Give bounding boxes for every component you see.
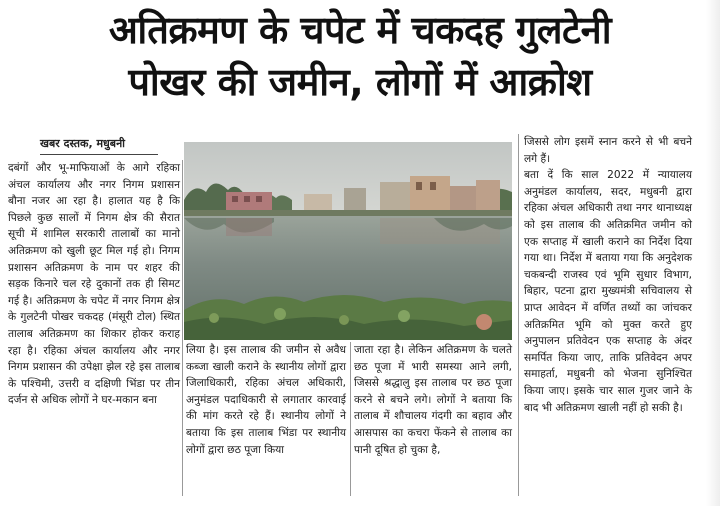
column-1 (8, 160, 180, 409)
headline-line-1: अतिक्रमण के चपेट में चकदह गुलटेनी (108, 8, 612, 52)
column-2 (186, 342, 346, 458)
column-3-text: जाता रहा है। लेकिन अतिक्रमण के चलते छठ पूजा में भारी समस्या आने लगी, जिससे श्रद्धालु इस तालाब पर छठ पूजा करने से बचने लगे। लोगों ने बताया कि तालाब में शौचालय गंदगी का बहाव और आसपास का कचरा फेंकने से तालाब का पानी दूषित हो चुका है, (354, 344, 512, 456)
column-2-text: लिया है। इस तालाब की जमीन से अवैध कब्जा खाली कराने के स्थानीय लोगों द्वारा जिलाधिकारी, रहिका अंचल अधिकारी, अनुमंडल पदाधिकारी से लगातार कारवाई की मांग करते रहे हैं। स्थानीय लोगों ने बताया कि इस तालाब भिंडा पर स्थानीय लोगों द्वारा छठ पूजा किया (186, 344, 346, 456)
column-divider (518, 134, 519, 496)
column-divider (182, 160, 183, 496)
pond-photo (184, 142, 512, 340)
page-edge (706, 0, 720, 506)
column-4 (524, 134, 692, 416)
column-4-paragraph-1: जिससे लोग इसमें स्नान करने से भी बचने लगे हैं। (524, 136, 692, 165)
byline: खबर दस्तक, मधुबनी (40, 136, 158, 155)
column-1-text: दबंगों और भू-माफियाओं के आगे रहिका अंचल कार्यालय और नगर निगम प्रशासन बौना नजर आ रहा है। हालात यह है कि पिछले कुछ सालों में निगम क्षेत्र की सैरात सूची में शामिल सरकारी तालाबों का मानो अतिक्रमण को खुली छूट मिल गई हो। निगम प्रशासन अतिक्रमण के नाम पर शहर की सड़क किनारे चल रहे दुकानों तक ही सिमट गई है। अतिक्रमण के चपेट में नगर निगम क्षेत्र के गुलटेनी पोखर चकदह (मंसूरी टोल) स्थित तालाब अतिक्रमण का शिकार होकर कराह रहा है। रहिका अंचल कार्यालय और नगर निगम प्रशासन की उपेक्षा झेल रहे इस तालाब के पश्चिमी, उत्तरी व दक्षिणी भिंडा पर तीन दर्जन से अधिक लोगों ने घर-मकान बना (8, 162, 180, 407)
column-4-paragraph-2: बता दें कि साल 2022 में न्यायालय अनुमंडल कार्यालय, सदर, मधुबनी द्वारा रहिका अंचल अधिकारी तथा नगर थानाध्यक्ष को इस तालाब की अतिक्रमित जमीन को एक सप्ताह में खाली कराने का निर्देश दिया गया था। निर्देश में बताया गया कि अनुदेशक चकबन्दी राजस्व एवं भूमि सुधार विभाग, बिहार, पटना द्वारा मुख्यमंत्री सचिवालय से प्राप्त आवेदन में वर्णित तथ्यों का जांचकर अतिक्रमित भूमि को मुक्त करते हुए अनुपालन प्रतिवेदन एक सप्ताह के अंदर समर्पित किया जाए, ताकि प्रतिवेदन अपर समाहर्ता, मधुबनी को भेजना सुनिश्चित किया जाए। इसके चार साल गुजर जाने के बाद भी अतिक्रमण खाली नहीं हो सकी है। (524, 169, 692, 414)
pond-photo-icon (184, 142, 512, 340)
headline-line-2: पोखर की जमीन, लोगों में आक्रोश (128, 60, 592, 104)
column-divider (350, 342, 351, 496)
column-3 (354, 342, 512, 458)
headline (0, 4, 720, 108)
